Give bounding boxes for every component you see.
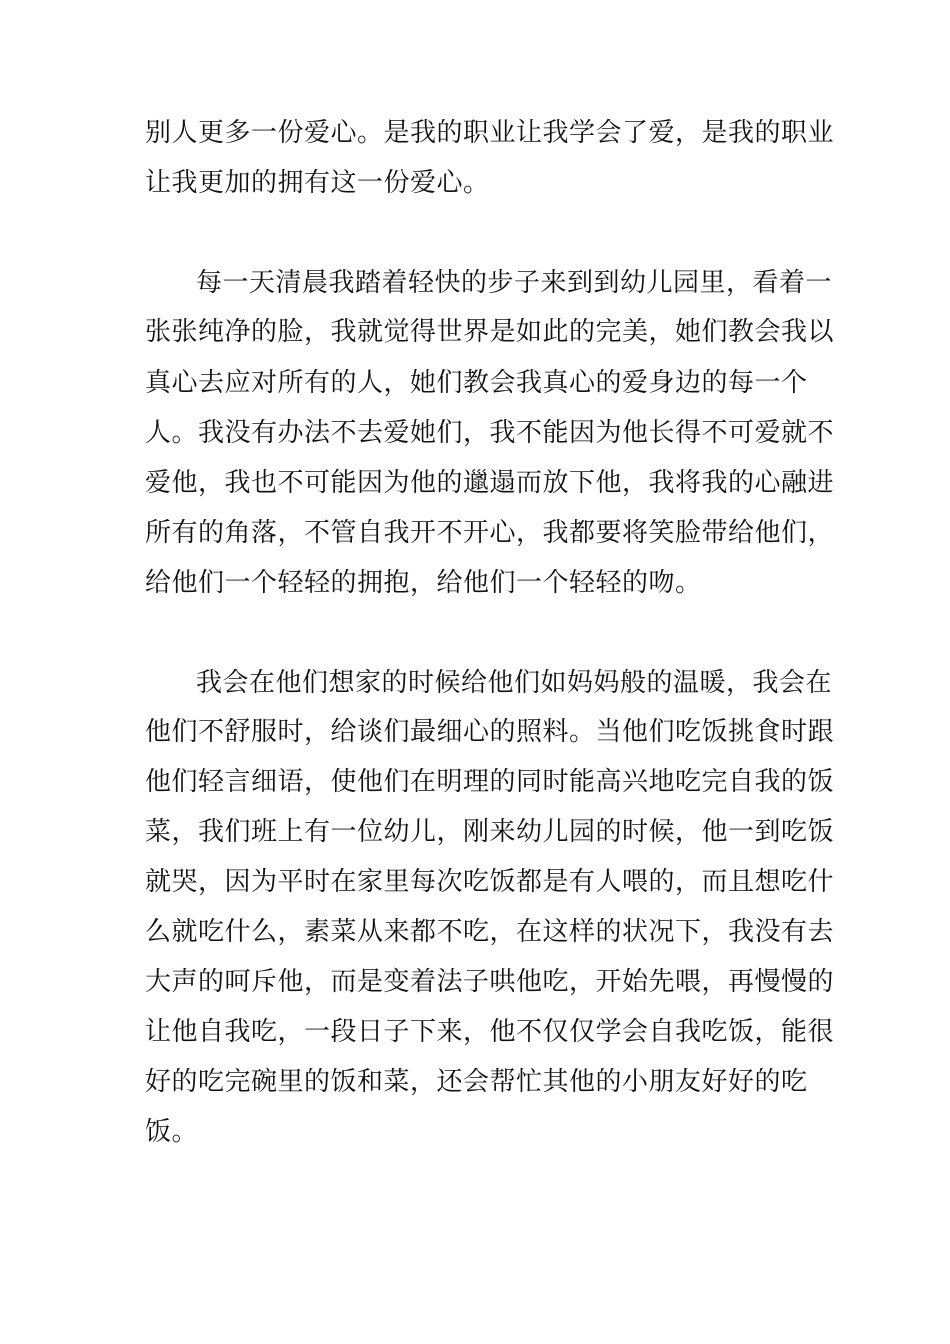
paragraph-2-line-6: 所有的角落，不管自我开不开心，我都要将笑脸带给他们， (145, 518, 835, 548)
paragraph-3-line-10: 饭。 (145, 1117, 199, 1147)
paragraph-1-line-1: 别人更多一份爱心。是我的职业让我学会了爱，是我的职业 (145, 118, 835, 148)
paragraph-2-line-1: 每一天清晨我踏着轻快的步子来到到幼儿园里，看着一 (196, 268, 833, 298)
paragraph-3-line-5: 就哭，因为平时在家里每次吃饭都是有人喂的，而且想吃什 (145, 867, 835, 897)
paragraph-2-line-3: 真心去应对所有的人，她们教会我真心的爱身边的每一个 (145, 368, 808, 398)
paragraph-3-line-2: 他们不舒服时，给谈们最细心的照料。当他们吃饭挑食时跟 (145, 717, 835, 747)
paragraph-2-line-4: 人。我没有办法不去爱她们，我不能因为他长得不可爱就不 (145, 418, 835, 448)
paragraph-3-line-7: 大声的呵斥他，而是变着法子哄他吃，开始先喂，再慢慢的 (145, 967, 835, 997)
paragraph-1-line-2: 让我更加的拥有这一份爱心。 (145, 168, 490, 198)
paragraph-3-line-6: 么就吃什么，素菜从来都不吃，在这样的状况下，我没有去 (145, 917, 835, 947)
paragraph-3-line-9: 好的吃完碗里的饭和菜，还会帮忙其他的小朋友好好的吃 (145, 1067, 808, 1097)
paragraph-3-line-1: 我会在他们想家的时候给他们如妈妈般的温暖，我会在 (196, 668, 833, 698)
paragraph-3-line-8: 让他自我吃，一段日子下来，他不仅仅学会自我吃饭，能很 (145, 1017, 835, 1047)
paragraph-3-line-3: 他们轻言细语，使他们在明理的同时能高兴地吃完自我的饭 (145, 767, 835, 797)
paragraph-2-line-2: 张张纯净的脸，我就觉得世界是如此的完美，她们教会我以 (145, 317, 835, 347)
paragraph-3-line-4: 菜，我们班上有一位幼儿，刚来幼儿园的时候，他一到吃饭 (145, 817, 835, 847)
paragraph-2-line-7: 给他们一个轻轻的拥抱，给他们一个轻轻的吻。 (145, 568, 702, 598)
paragraph-2-line-5: 爱他，我也不可能因为他的邋遢而放下他，我将我的心融进 (145, 468, 835, 498)
